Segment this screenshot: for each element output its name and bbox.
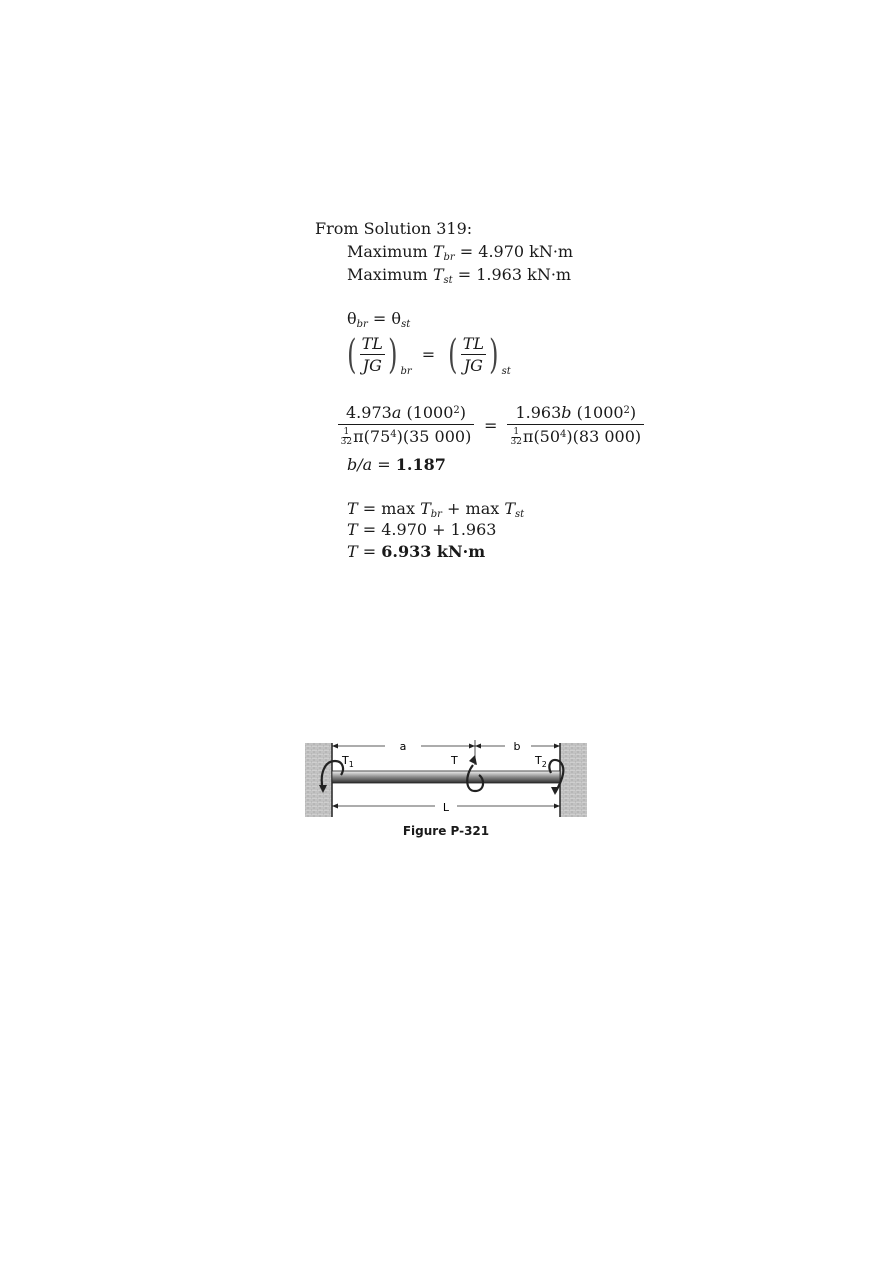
total-line-3: T = 6.933 kN·m [347,542,486,561]
right-paren-group: ( $\frac{TL}{JG}$ ) $_{st}$ [448,331,511,378]
tl-jg-equality: ( $\frac{TL}{JG}$ ) $_{br}$ = ( $\frac{TL}{JG}$ ) $_{st}$ [344,332,511,377]
left-fraction: 4.973a (1000$^2$) $\frac{1}{32}$ $\pi(75^4)(35$ 000) [338,403,474,447]
left-wall [305,743,332,817]
right-wall [560,743,587,817]
torque-label-t2: $T_2$ [535,754,547,769]
dim-label-b: b [513,740,521,753]
max-tbr-line: Maximum $T_{br} = 4.970$ kN·m [347,242,574,263]
figure-caption: Figure P-321 [402,824,490,838]
torque-label-t1: $T_1$ [342,754,354,769]
dim-label-a: a [399,740,407,753]
theta-equality: $\theta_{br} = \theta_{st}$ [347,309,411,330]
torque-label-t: T [451,754,458,767]
intro-text: From Solution 319: [315,219,473,238]
torsion-angle-equation: 4.973a (1000$^2$) $\frac{1}{32}$ $\pi(75^4)(35$ 000) = 1.963b (1000$^2$) $\frac{1}{32}$ $\pi(50^4)(83$ 000) [338,403,644,447]
right-fraction: 1.963b (1000$^2$) $\frac{1}{32}$ $\pi(50^4)(83$ 000) [507,403,644,447]
dim-label-L: L [442,801,450,814]
shaft [332,771,560,783]
total-line-1: $T = \max T_{br} + \max T_{st}$ [347,499,525,520]
left-paren-group: ( $\frac{TL}{JG}$ ) $_{br}$ [347,331,412,378]
max-tst-line: Maximum $T_{st} = 1.963$ kN·m [347,265,572,286]
total-line-2: T = 4.970 + 1.963 [347,520,497,539]
shaft-figure [305,735,587,819]
ratio-result: b/a = 1.187 [347,455,446,474]
